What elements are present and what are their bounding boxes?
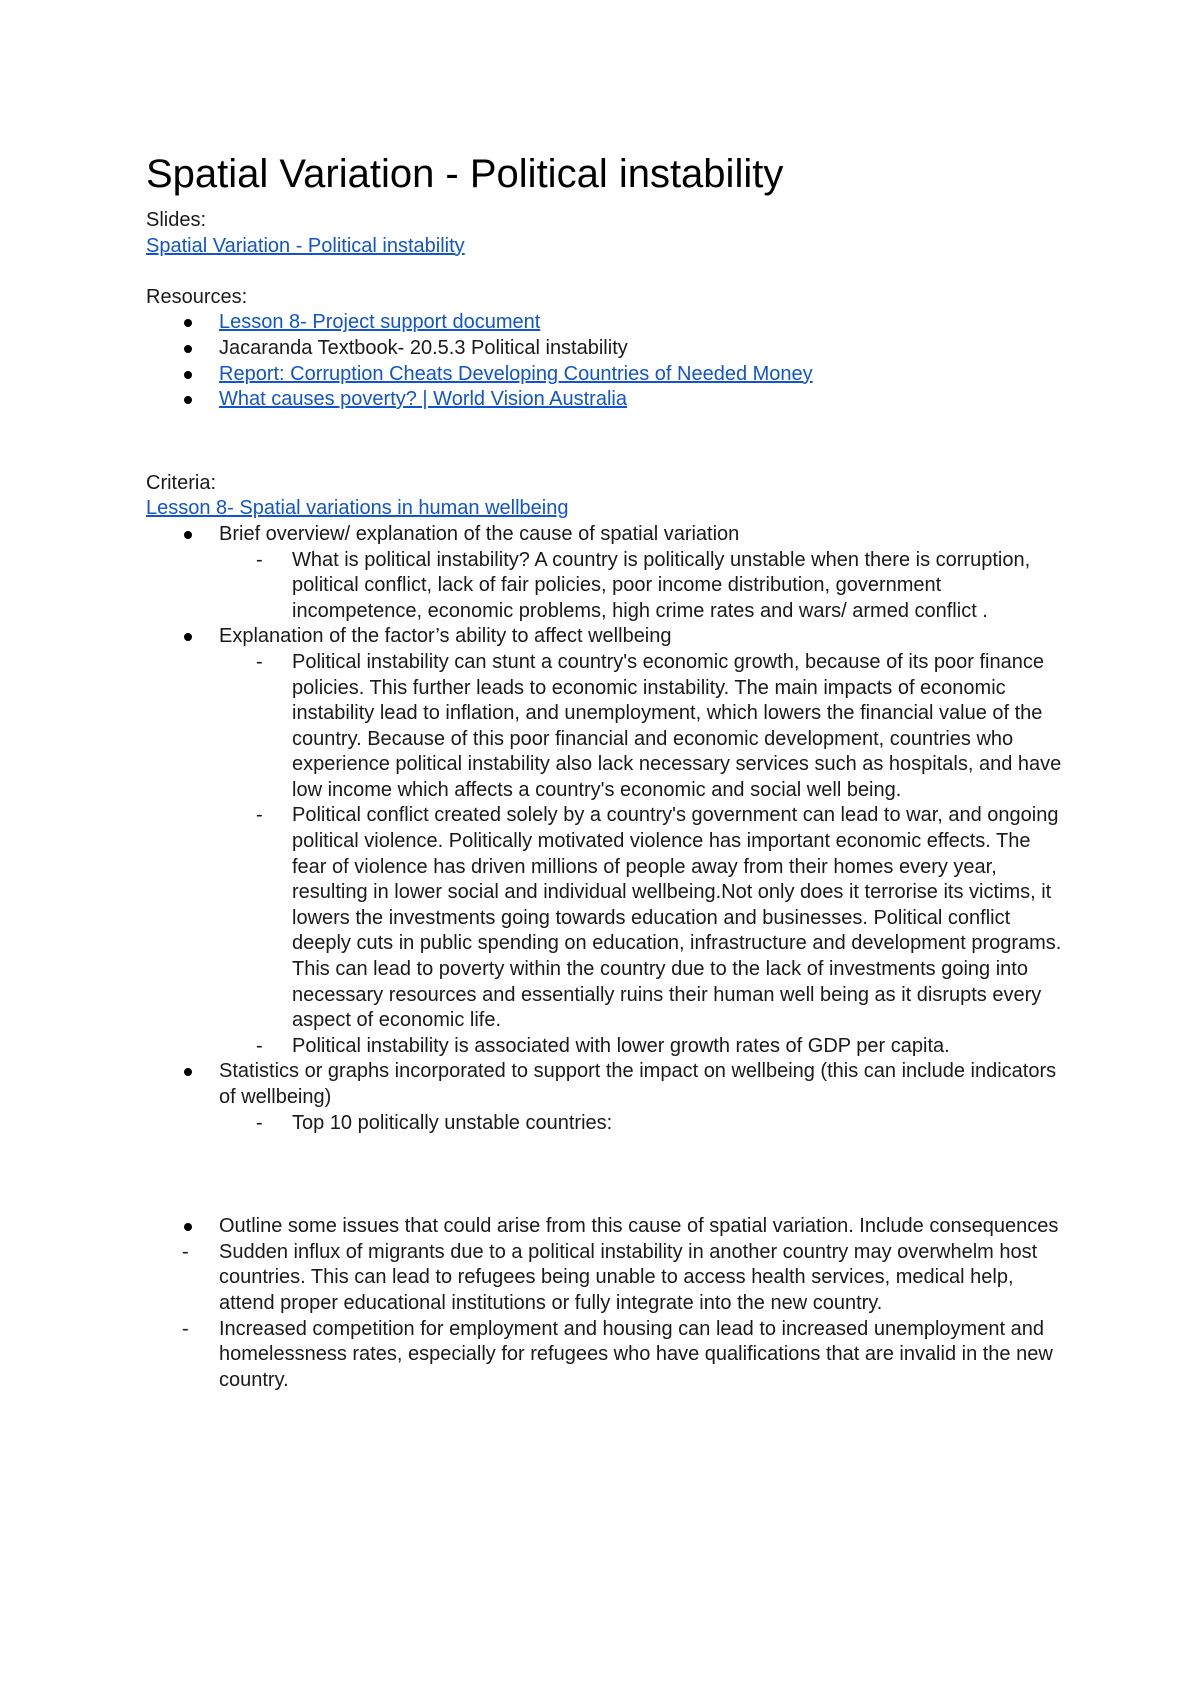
criteria-subitem [146, 1111, 1066, 1137]
criteria-item-text: Explanation of the factor’s ability to affect wellbeing [219, 625, 672, 648]
criteria-item [146, 624, 1066, 1059]
page-title: Spatial Variation - Political instability [146, 152, 784, 196]
resource-link-corruption-report[interactable]: Report: Corruption Cheats Developing Countries of Needed Money [219, 362, 813, 385]
criteria-subitem [146, 803, 1066, 1033]
criteria-subitem [146, 1034, 1066, 1060]
outline-item-text: Outline some issues that could arise from this cause of spatial variation. Include consequences [219, 1215, 1059, 1238]
criteria-label: Criteria: [146, 471, 217, 494]
criteria-list [146, 522, 1066, 1136]
criteria-item [146, 522, 1066, 624]
outline-subitem [146, 1317, 1066, 1394]
criteria-subitem [146, 548, 1066, 625]
bullet-icon [184, 1068, 192, 1076]
bullet-icon [184, 396, 192, 404]
criteria-item-text: Statistics or graphs incorporated to support the impact on wellbeing (this can include indicators of wellbeing) [219, 1060, 1057, 1108]
resource-link-world-vision[interactable]: What causes poverty? | World Vision Australia [219, 388, 627, 411]
bullet-icon [184, 633, 192, 641]
criteria-subitem-text: Political conflict created solely by a country's government can lead to war, and ongoing political violence. Politically motivated violence has important economic effects. The fear of violence has driven millions of people away from their homes every year, resulting in lower social and individual wellbeing.Not only does it terrorise its victims, it lowers the investments going towards education and businesses. Political conflict deeply cuts in public spending on education, infrastructure and development programs. This can lead to poverty within the country due to the lack of investments going into necessary resources and essentially ruins their human well being as it disrupts every aspect of economic life. [292, 804, 1062, 1032]
criteria-link[interactable]: Lesson 8- Spatial variations in human wellbeing [146, 497, 569, 520]
resource-item [146, 336, 1066, 362]
criteria-subitem-text: What is political instability? A country is politically unstable when there is corruption, political conflict, lack of fair policies, poor income distribution, government incompetence, economic problems, high crime rates and wars/ armed conflict . [292, 548, 1031, 622]
resource-item [146, 387, 1066, 413]
outline-subitem-text: Sudden influx of migrants due to a political instability in another country may overwhelm host countries. This can lead to refugees being unable to access health services, medical help, attend proper educational institutions or fully integrate into the new country. [219, 1240, 1038, 1314]
dash-marker: - [182, 1317, 189, 1340]
resource-item [146, 362, 1066, 388]
criteria-sublist [219, 650, 1066, 1060]
dash-marker: - [256, 548, 263, 571]
slides-link[interactable]: Spatial Variation - Political instability [146, 234, 465, 257]
resources-list [146, 310, 1066, 412]
bullet-icon [184, 345, 192, 353]
dash-marker: - [256, 804, 263, 827]
dash-marker: - [182, 1240, 189, 1263]
outline-subitem-text: Increased competition for employment and housing can lead to increased unemployment and homelessness rates, especially for refugees who have qualifications that are invalid in the new country. [219, 1317, 1053, 1391]
resource-link-project-support[interactable]: Lesson 8- Project support document [219, 311, 541, 334]
criteria-item [146, 1059, 1066, 1136]
criteria-subitem-text: Top 10 politically unstable countries: [292, 1111, 613, 1134]
slides-label: Slides: [146, 209, 207, 231]
dash-marker: - [256, 650, 263, 673]
outline-sublist [146, 1240, 1066, 1394]
criteria-item-text: Brief overview/ explanation of the cause of spatial variation [219, 522, 740, 545]
dash-marker: - [256, 1111, 263, 1134]
bullet-icon [184, 319, 192, 327]
document-page [146, 150, 1066, 1393]
resource-item [146, 310, 1066, 336]
criteria-sublist [219, 548, 1066, 625]
criteria-subitem-text: Political instability is associated with lower growth rates of GDP per capita. [292, 1034, 950, 1057]
outline-subitem [146, 1240, 1066, 1317]
criteria-sublist [219, 1111, 1066, 1137]
outline-list [146, 1214, 1066, 1240]
dash-marker: - [256, 1034, 263, 1057]
outline-item [146, 1214, 1066, 1240]
resources-label: Resources: [146, 285, 248, 308]
bullet-icon [184, 371, 192, 379]
criteria-subitem [146, 650, 1066, 804]
bullet-icon [184, 531, 192, 539]
criteria-subitem-text: Political instability can stunt a country's economic growth, because of its poor finance policies. This further leads to economic instability. The main impacts of economic instability lead to inflation, and unemployment, which lowers the financial value of the country. Because of this poor financial and economic development, countries who experience political instability also lack necessary services such as hospitals, and have low income which affects a country's economic and social well being. [292, 650, 1062, 801]
bullet-icon [184, 1223, 192, 1231]
resource-text-textbook: Jacaranda Textbook- 20.5.3 Political instability [219, 336, 628, 359]
